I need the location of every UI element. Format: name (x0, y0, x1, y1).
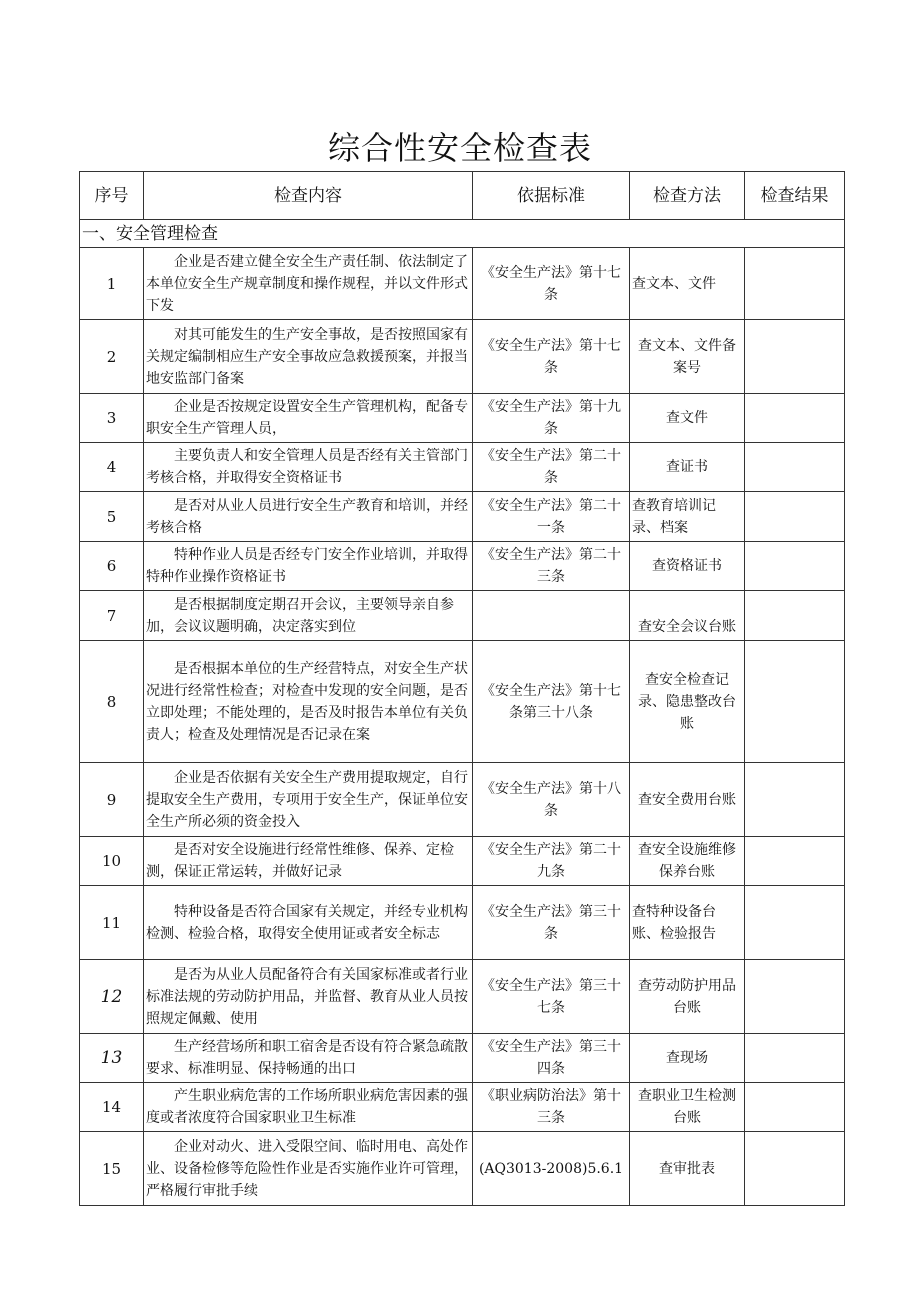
row-result (745, 1034, 845, 1083)
row-result (745, 320, 845, 394)
row-content-text: 生产经营场所和职工宿舍是否设有符合紧急疏散要求、标准明显、保持畅通的出口 (146, 1039, 468, 1077)
row-result (745, 443, 845, 492)
row-method: 查教育培训记录、档案 (630, 492, 745, 542)
row-method: 查安全检查记录、隐患整改台账 (630, 641, 745, 763)
row-no: 12 (80, 960, 144, 1034)
table-row (80, 394, 845, 443)
row-content (144, 641, 473, 763)
row-no: 5 (80, 492, 144, 542)
table-row (80, 886, 845, 960)
row-content-text: 是否对从业人员进行安全生产教育和培训，并经考核合格 (146, 497, 468, 536)
row-content-text: 企业是否按规定设置安全生产管理机构，配备专职安全生产管理人员， (146, 399, 468, 437)
section-row (80, 220, 845, 248)
row-content-text: 企业对动火、进入受限空间、临时用电、高处作业、设备检修等危险性作业是否实施作业许可管理，严格履行审批手续 (146, 1138, 468, 1199)
row-result (745, 542, 845, 591)
header-no: 序号 (80, 172, 144, 220)
row-basis: 《安全生产法》第二十三条 (473, 542, 630, 591)
page-title: 综合性安全检查表 (327, 129, 592, 167)
row-basis: (AQ3013-2008)5.6.1 (473, 1132, 630, 1206)
row-method: 查文本、文件备案号 (630, 320, 745, 394)
row-result (745, 641, 845, 763)
row-method: 查安全费用台账 (630, 763, 745, 837)
row-basis (473, 591, 630, 641)
row-method: 查安全会议台账 (630, 591, 745, 641)
row-result (745, 591, 845, 641)
table-row (80, 443, 845, 492)
row-basis: 《安全生产法》第十七条 (473, 320, 630, 394)
row-basis: 《安全生产法》第二十一条 (473, 492, 630, 542)
table-row (80, 492, 845, 542)
row-content (144, 886, 473, 960)
row-basis: 《安全生产法》第三十条 (473, 886, 630, 960)
row-content (144, 763, 473, 837)
row-no: 4 (80, 443, 144, 492)
table-row (80, 542, 845, 591)
row-content-text: 企业是否建立健全安全生产责任制、依法制定了本单位安全生产规章制度和操作规程，并以文件形式下发 (146, 253, 468, 314)
row-content (144, 492, 473, 542)
row-no: 9 (80, 763, 144, 837)
row-method: 查特种设备台账、检验报告 (630, 886, 745, 960)
row-method: 查资格证书 (630, 542, 745, 591)
row-no: 6 (80, 542, 144, 591)
row-content (144, 394, 473, 443)
row-content-text: 产生职业病危害的工作场所职业病危害因素的强度或者浓度符合国家职业卫生标准 (146, 1088, 468, 1126)
row-no: 14 (80, 1083, 144, 1132)
row-content (144, 1034, 473, 1083)
row-method: 查安全设施维修保养台账 (630, 837, 745, 886)
row-no: 2 (80, 320, 144, 394)
row-basis: 《安全生产法》第三十七条 (473, 960, 630, 1034)
row-result (745, 1083, 845, 1132)
row-basis: 《安全生产法》第二十条 (473, 443, 630, 492)
row-content-text: 是否对安全设施进行经常性维修、保养、定检测，保证正常运转，并做好记录 (146, 842, 454, 880)
row-no: 15 (80, 1132, 144, 1206)
row-no: 10 (80, 837, 144, 886)
row-basis: 《安全生产法》第二十九条 (473, 837, 630, 886)
row-basis: 《安全生产法》第十七条第三十八条 (473, 641, 630, 763)
inspection-table (79, 171, 845, 1206)
table-row (80, 1083, 845, 1132)
row-basis: 《安全生产法》第十九条 (473, 394, 630, 443)
row-no: 13 (80, 1034, 144, 1083)
row-content-text: 对其可能发生的生产安全事故，是否按照国家有关规定编制相应生产安全事故应急救援预案，并报当地安监部门备案 (146, 326, 468, 387)
row-basis: 《安全生产法》第三十四条 (473, 1034, 630, 1083)
row-result (745, 492, 845, 542)
row-content-text: 主要负责人和安全管理人员是否经有关主管部门考核合格，并取得安全资格证书 (146, 448, 468, 486)
row-method: 查劳动防护用品台账 (630, 960, 745, 1034)
table-row (80, 837, 845, 886)
row-no: 3 (80, 394, 144, 443)
row-result (745, 763, 845, 837)
row-content (144, 320, 473, 394)
table-row (80, 248, 845, 320)
row-result (745, 886, 845, 960)
table-header-row (80, 172, 845, 220)
table-row (80, 641, 845, 763)
table-row (80, 1034, 845, 1083)
row-content-text: 是否根据制度定期召开会议，主要领导亲自参加，会议议题明确，决定落实到位 (146, 596, 454, 635)
row-basis: 《安全生产法》第十八条 (473, 763, 630, 837)
row-result (745, 248, 845, 320)
row-content-text: 是否根据本单位的生产经营特点，对安全生产状况进行经常性检查；对检查中发现的安全问题，是否立即处理；不能处理的，是否及时报告本单位有关负责人；检查及处理情况是否记录在案 (146, 660, 468, 743)
header-basis: 依据标准 (473, 172, 630, 220)
header-result: 检查结果 (745, 172, 845, 220)
header-content: 检查内容 (144, 172, 473, 220)
row-result (745, 837, 845, 886)
row-content (144, 591, 473, 641)
row-basis: 《安全生产法》第十七条 (473, 248, 630, 320)
row-result (745, 394, 845, 443)
row-no: 1 (80, 248, 144, 320)
table-row (80, 763, 845, 837)
section-title: 一、安全管理检查 (80, 220, 845, 248)
row-content-text: 是否为从业人员配备符合有关国家标准或者行业标准法规的劳动防护用品，并监督、教育从业人员按照规定佩戴、使用 (146, 966, 468, 1027)
row-content-text: 特种作业人员是否经专门安全作业培训，并取得特种作业操作资格证书 (146, 547, 468, 585)
row-result (745, 960, 845, 1034)
row-method: 查审批表 (630, 1132, 745, 1206)
row-no: 11 (80, 886, 144, 960)
table-row (80, 591, 845, 641)
row-basis: 《职业病防治法》第十三条 (473, 1083, 630, 1132)
row-method: 查现场 (630, 1034, 745, 1083)
header-method: 检查方法 (630, 172, 745, 220)
row-content-text: 特种设备是否符合国家有关规定，并经专业机构检测、检验合格，取得安全使用证或者安全标志 (146, 903, 468, 942)
row-content (144, 960, 473, 1034)
table-row (80, 1132, 845, 1206)
row-no: 7 (80, 591, 144, 641)
row-content (144, 542, 473, 591)
row-method: 查文本、文件 (630, 248, 745, 320)
row-method: 查职业卫生检测台账 (630, 1083, 745, 1132)
row-content (144, 443, 473, 492)
row-content (144, 248, 473, 320)
row-no: 8 (80, 641, 144, 763)
row-content (144, 1132, 473, 1206)
table-row (80, 960, 845, 1034)
row-content (144, 1083, 473, 1132)
row-method: 查文件 (630, 394, 745, 443)
row-content-text: 企业是否依据有关安全生产费用提取规定，自行提取安全生产费用，专项用于安全生产，保证单位安全生产所必须的资金投入 (146, 769, 468, 830)
table-row (80, 320, 845, 394)
row-result (745, 1132, 845, 1206)
row-content (144, 837, 473, 886)
row-method: 查证书 (630, 443, 745, 492)
